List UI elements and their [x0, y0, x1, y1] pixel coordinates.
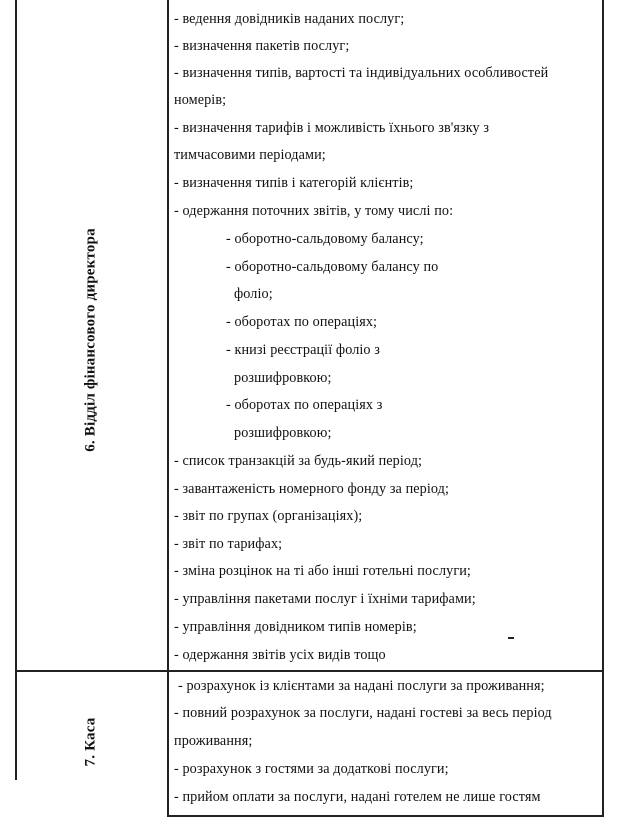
- list-item: - зміна розцінок на ті або інші готельні послуги;: [174, 563, 471, 579]
- table-left-border: [15, 0, 17, 780]
- list-item: - повний розрахунок за послуги, надані гостеві за весь період: [174, 705, 552, 721]
- stray-mark: [508, 637, 514, 639]
- list-item: - оборотах по операціях з: [226, 397, 383, 413]
- list-item: - прийом оплати за послуги, надані готелем не лише гостям: [174, 789, 541, 805]
- list-item: - одержання поточних звітів, у тому числі по:: [174, 203, 454, 219]
- list-item: - визначення тарифів і можливість їхнього зв'язку з: [174, 120, 490, 136]
- list-item: розшифровкою;: [234, 425, 332, 441]
- list-item: - визначення типів і категорій клієнтів;: [174, 175, 414, 191]
- list-item: - оборотно-сальдовому балансу;: [226, 231, 424, 247]
- list-item: - розрахунок з гостями за додаткові послуги;: [174, 761, 449, 777]
- list-item: проживання;: [174, 733, 253, 749]
- list-item: тимчасовими періодами;: [174, 147, 326, 163]
- table-row-divider: [15, 670, 604, 672]
- list-item: - оборотно-сальдовому балансу по: [226, 259, 439, 275]
- section-6-label: 6. Відділ фінансового директора: [82, 228, 99, 452]
- table-column-divider: [167, 0, 169, 817]
- list-item: - звіт по тарифах;: [174, 536, 283, 552]
- list-item: - звіт по групах (організаціях);: [174, 508, 363, 524]
- list-item: - завантаженість номерного фонду за період;: [174, 481, 450, 497]
- list-item: розшифровкою;: [234, 370, 332, 386]
- list-item: номерів;: [174, 92, 227, 108]
- section-7-label: 7. Каса: [82, 717, 99, 767]
- list-item: - оборотах по операціях;: [226, 314, 378, 330]
- list-item: - список транзакцій за будь-який період;: [174, 453, 423, 469]
- list-item: фоліо;: [234, 286, 273, 302]
- table-right-border: [602, 0, 604, 817]
- list-item: - одержання звітів усіх видів тощо: [174, 647, 386, 663]
- list-item: - книзі реєстрації фоліо з: [226, 342, 380, 358]
- list-item: - визначення типів, вартості та індивідуальних особливостей: [174, 65, 549, 81]
- list-item: - управління довідником типів номерів;: [174, 619, 417, 635]
- list-item: - розрахунок із клієнтами за надані послуги за проживання;: [178, 678, 545, 694]
- table-bottom-border: [167, 815, 604, 817]
- list-item: - ведення довідників наданих послуг;: [174, 11, 405, 27]
- list-item: - визначення пакетів послуг;: [174, 38, 350, 54]
- list-item: - управління пакетами послуг і їхніми тарифами;: [174, 591, 476, 607]
